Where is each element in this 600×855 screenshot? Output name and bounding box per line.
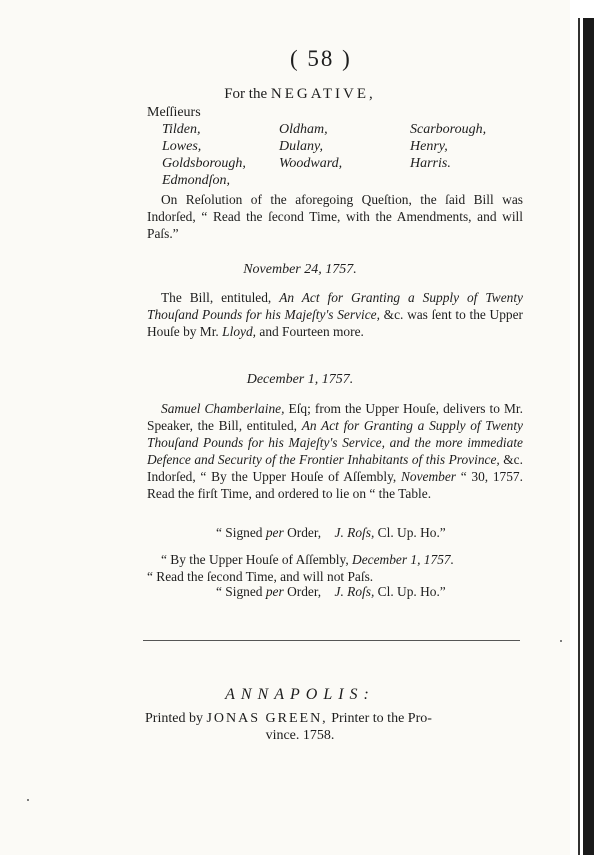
imprint-line: Printed by JONAS GREEN, Printer to the Pro- xyxy=(145,711,432,726)
clerk-name: J. Roſs, xyxy=(334,525,375,540)
bill-title: An Act for Granting a Supply of Twenty Thouſand Pounds for his Majeſty's Service, and the more immediate Defence and Security of the Frontier Inhabitants of this Province, xyxy=(147,418,523,467)
imprint-line-continued: vince. 1758. xyxy=(265,728,335,743)
endorsement-date: November xyxy=(400,469,457,484)
names-row xyxy=(162,155,502,172)
bill-sent-paragraph: The Bill, entituled, An Act for Granting a Supply of Twenty Thouſand Pounds for his Majeſty's Service, &c. was ſent to the Upper Houſe by Mr. Lloyd, and Fourteen more. xyxy=(147,290,524,339)
printer-name: JONAS GREEN, xyxy=(206,711,328,726)
messieurs-label: Meſſieurs xyxy=(147,105,201,120)
messenger-name: Samuel Chamberlaine, xyxy=(161,401,285,416)
name: Oldham, xyxy=(279,122,328,137)
member-name: Lloyd, xyxy=(222,324,257,339)
name: Woodward, xyxy=(279,156,343,171)
name: Lowes, xyxy=(162,139,202,154)
vote-heading xyxy=(0,86,600,103)
name: Tilden, xyxy=(162,122,201,137)
endorsement-date: December 1, 1757. xyxy=(352,552,454,567)
name: Edmondſon, xyxy=(162,173,231,188)
delivery-paragraph: Samuel Chamberlaine, Eſq; from the Upper Houſe, delivers to Mr. Speaker, the Bill, entituled, An Act for Granting a Supply of Twenty Thouſand Pounds for his Majeſty's Service, and the more immediate Defence and Security of the Frontier Inhabitants of this Province, &c. Indorſed, “ By the Upper Houſe of Aſſembly, November “ 30, 1757. Read the firſt Time, and ordered to lie on “ the Table. xyxy=(147,401,524,501)
name: Goldsborough, xyxy=(162,156,246,171)
names-row xyxy=(162,121,502,138)
book-spine-edge xyxy=(570,0,600,855)
paper-speck xyxy=(27,799,29,801)
signature-line: “ Signed per Order, J. Roſs, Cl. Up. Ho.” xyxy=(216,525,446,540)
name: Henry, xyxy=(410,139,448,154)
resolution-paragraph: On Reſolution of the aforegoing Queſtion, the ſaid Bill was Indorſed, “ Read the ſecond Time, with the Amendments, and will Paſs.” xyxy=(147,192,523,241)
names-list xyxy=(162,121,502,189)
clerk-name: J. Roſs, xyxy=(334,584,375,599)
heading-word: NEGATIVE, xyxy=(270,86,376,102)
names-row xyxy=(162,138,502,155)
divider-rule xyxy=(143,640,520,641)
date-heading: December 1, 1757. xyxy=(246,372,354,387)
heading-prefix: For the xyxy=(224,86,268,102)
imprint-city: ANNAPOLIS: xyxy=(225,686,375,703)
date-heading: November 24, 1757. xyxy=(243,262,357,277)
name: Dulany, xyxy=(279,139,323,154)
name: Harris. xyxy=(410,156,451,171)
second-reading-paragraph: “ By the Upper Houſe of Aſſembly, December 1, 1757. “ Read the ſecond Time, and will not Paſs. xyxy=(147,552,454,584)
bill-title: An Act for Granting a Supply of Twenty Thouſand Pounds for his Majeſty's Service, xyxy=(147,290,524,322)
signature-line: “ Signed per Order, J. Roſs, Cl. Up. Ho.” xyxy=(216,584,446,599)
names-row xyxy=(162,172,502,189)
paper-speck xyxy=(560,640,562,642)
name: Scarborough, xyxy=(410,122,487,137)
page-number: ( 58 ) xyxy=(290,46,352,71)
